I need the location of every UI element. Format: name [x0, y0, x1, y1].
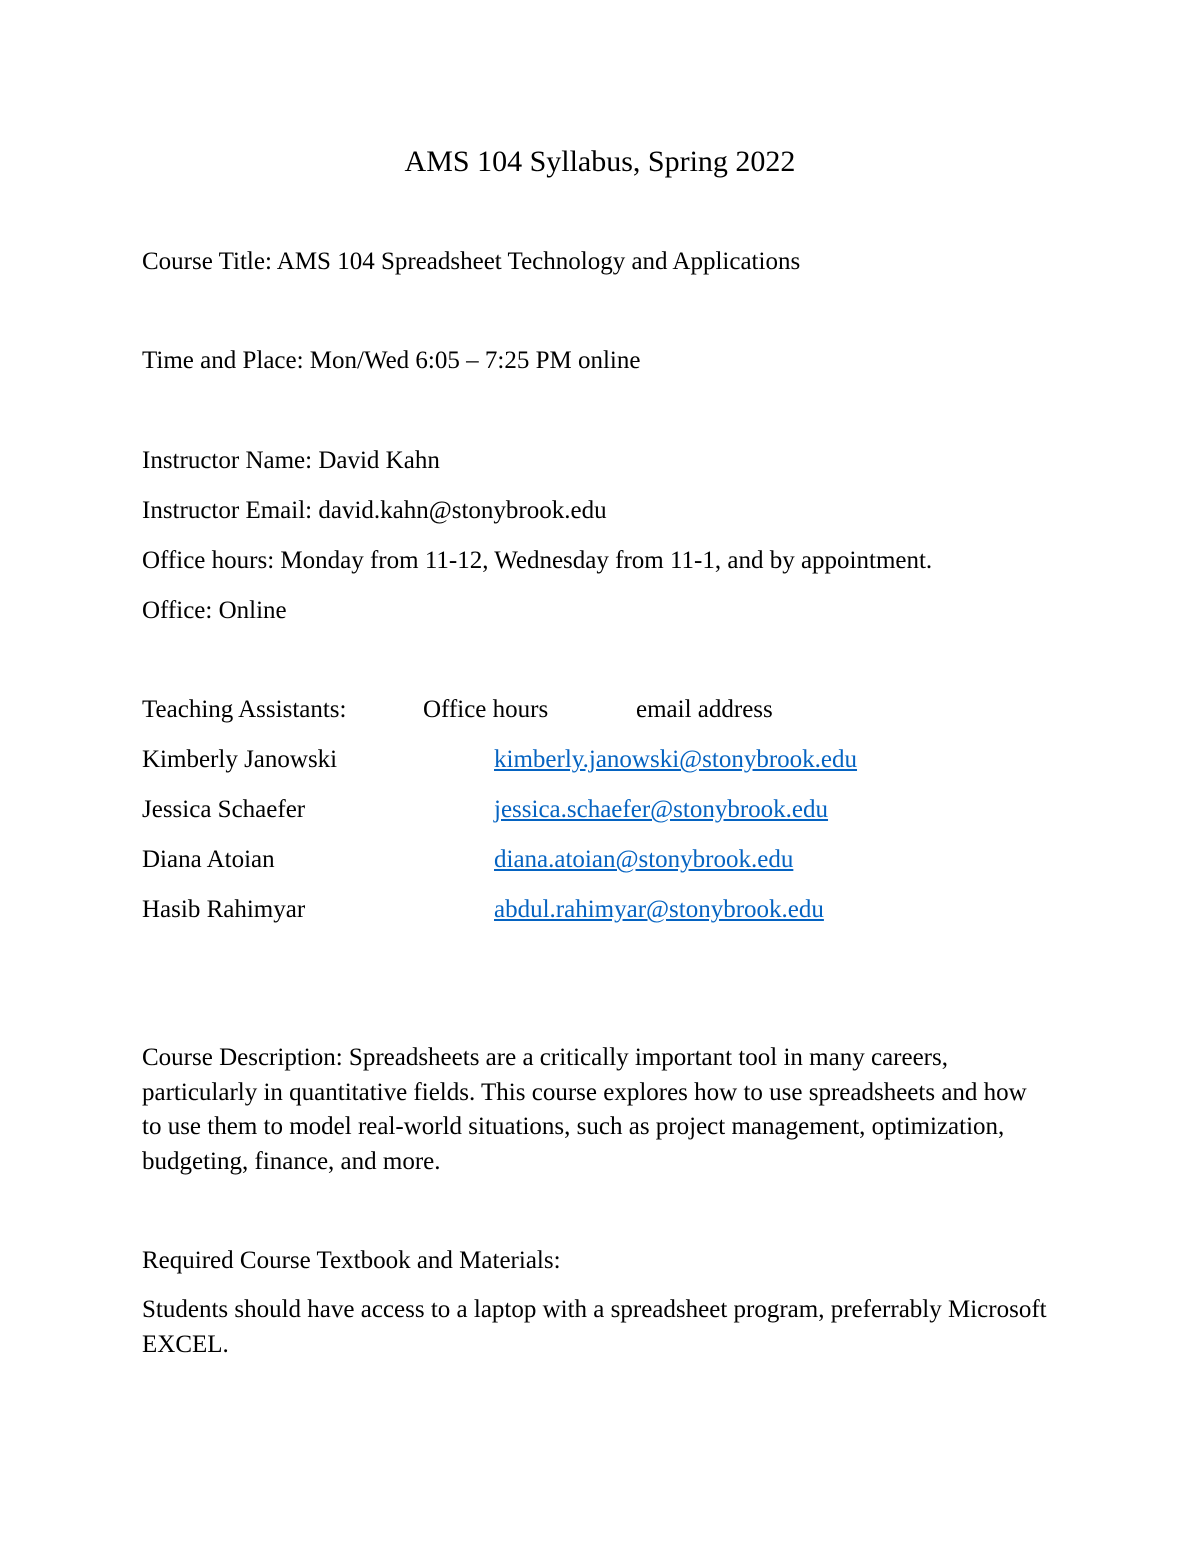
- materials-text: Students should have access to a laptop with a spreadsheet program, preferrably Microsoft EXCEL.: [142, 1296, 1047, 1358]
- document-title: AMS 104 Syllabus, Spring 2022: [404, 145, 796, 178]
- ta-email-link[interactable]: kimberly.janowski@stonybrook.edu: [494, 746, 858, 773]
- ta-name: Kimberly Janowski: [142, 746, 338, 773]
- ta-name: Hasib Rahimyar: [142, 896, 306, 923]
- course-description: Course Description: Spreadsheets are a critically important tool in many careers, particularly in quantitative fields. This course explores how to use spreadsheets and how to use them to model real-world situations, such as project management, optimization, budgeting, finance, and more.: [142, 1044, 1027, 1175]
- ta-email-link[interactable]: diana.atoian@stonybrook.edu: [494, 846, 794, 873]
- ta-email-link[interactable]: jessica.schaefer@stonybrook.edu: [494, 796, 829, 823]
- instructor-email: Instructor Email: david.kahn@stonybrook.edu: [142, 497, 607, 524]
- ta-header-assistants: Teaching Assistants:: [142, 696, 347, 723]
- materials-heading: Required Course Textbook and Materials:: [142, 1247, 561, 1274]
- ta-email-link[interactable]: abdul.rahimyar@stonybrook.edu: [494, 896, 824, 923]
- ta-name: Diana Atoian: [142, 846, 275, 873]
- ta-header-email: email address: [636, 696, 773, 723]
- ta-header-office-hours: Office hours: [423, 696, 549, 723]
- time-and-place: Time and Place: Mon/Wed 6:05 – 7:25 PM online: [142, 347, 641, 374]
- course-title: Course Title: AMS 104 Spreadsheet Technology and Applications: [142, 248, 801, 275]
- instructor-name: Instructor Name: David Kahn: [142, 447, 440, 474]
- office-location: Office: Online: [142, 597, 287, 624]
- ta-name: Jessica Schaefer: [142, 796, 306, 823]
- office-hours: Office hours: Monday from 11-12, Wednesday from 11-1, and by appointment.: [142, 547, 933, 574]
